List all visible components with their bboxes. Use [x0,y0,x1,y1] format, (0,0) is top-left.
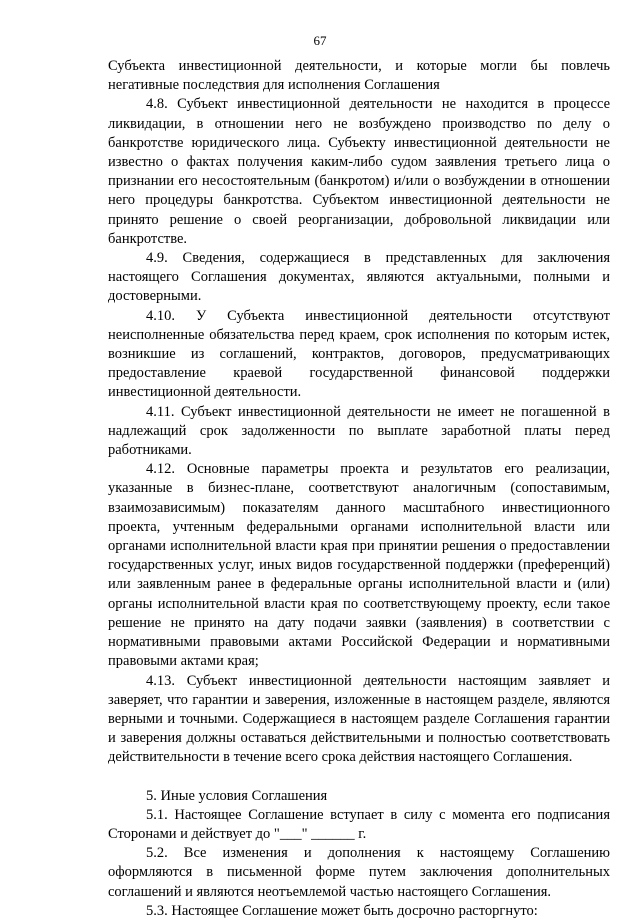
paragraph-4-11: 4.11. Субъект инвестиционной деятельности не имеет не погашенной в надлежащий срок задолженности по выплате заработной платы перед работниками. [108,403,610,459]
paragraph-continuation: Субъекта инвестиционной деятельности, и которые могли бы повлечь негативные последствия для исполнения Соглашения [108,58,610,94]
paragraph-5-3: 5.3. Настоящее Соглашение может быть досрочно расторгнуто: [146,902,538,919]
paragraph-4-9: 4.9. Сведения, содержащиеся в представленных для заключения настоящего Соглашения документах, являются актуальными, полными и достоверными. [108,250,610,305]
paragraph-5-2: 5.2. Все изменения и дополнения к настоящему Соглашению оформляются в письменной форме путем заключения дополнительных соглашений и являются неотъемлемой частью настоящего Соглашения. [108,845,610,900]
paragraph-4-10: 4.10. У Субъекта инвестиционной деятельности отсутствуют неисполненные обязательства перед краем, срок исполнения по которым истек, возникшие из соглашений, контрактов, договоров, предусматривающих предоставление краевой государственной финансовой поддержки инвестиционной деятельности. [108,307,610,401]
paragraph-5-1: 5.1. Настоящее Соглашение вступает в силу с момента его подписания Сторонами и действует до "___" ______ г. [108,806,610,842]
paragraph-4-8: 4.8. Субъект инвестиционной деятельности не находится в процессе ликвидации, в отношении него не возбуждено производство по делу о банкротстве юридического лица. Субъекту инвестиционной деятельности не известно о фактах получения каким-либо судом заявления третьего лица о признании его несостоятельным (банкротом) и/или о возбуждении в отношении него процедуры банкротства. Субъектом инвестиционной деятельности не принято решение о своей реорганизации, добровольной ликвидации или банкротстве. [108,96,610,247]
section-heading-5: 5. Иные условия Соглашения [146,787,328,804]
paragraph-4-13: 4.13. Субъект инвестиционной деятельности настоящим заявляет и заверяет, что гарантии и заверения, изложенные в настоящем разделе, являются верными и точными. Содержащиеся в настоящем разделе Соглашения гарантии и заверения должны оставаться действительными и полностью соответствовать действительности в течение всего срока действия настоящего Соглашения. [108,672,610,766]
section-spacer [108,768,610,787]
paragraph-4-12: 4.12. Основные параметры проекта и результатов его реализации, указанные в бизнес-плане, соответствуют аналогичным (сопоставимым, взаимозависимым) показателям данного масштабного инвестиционного проекта, учтенным федеральными органами исполнительной власти или органами исполнительной власти края при принятии решения о предоставлении государственных услуг, иных видов государственной поддержки (преференций) или заявленным ранее в федеральные органы исполнительной власти и (или) органы исполнительной власти края по соответствующему проекту, если такое решение не принято на дату подачи заявки (заявления) в соответствии с нормативными правовыми актами Российской Федерации и нормативными правовыми актами края; [108,461,610,670]
document-body [108,57,610,921]
page-number: 67 [313,33,327,48]
